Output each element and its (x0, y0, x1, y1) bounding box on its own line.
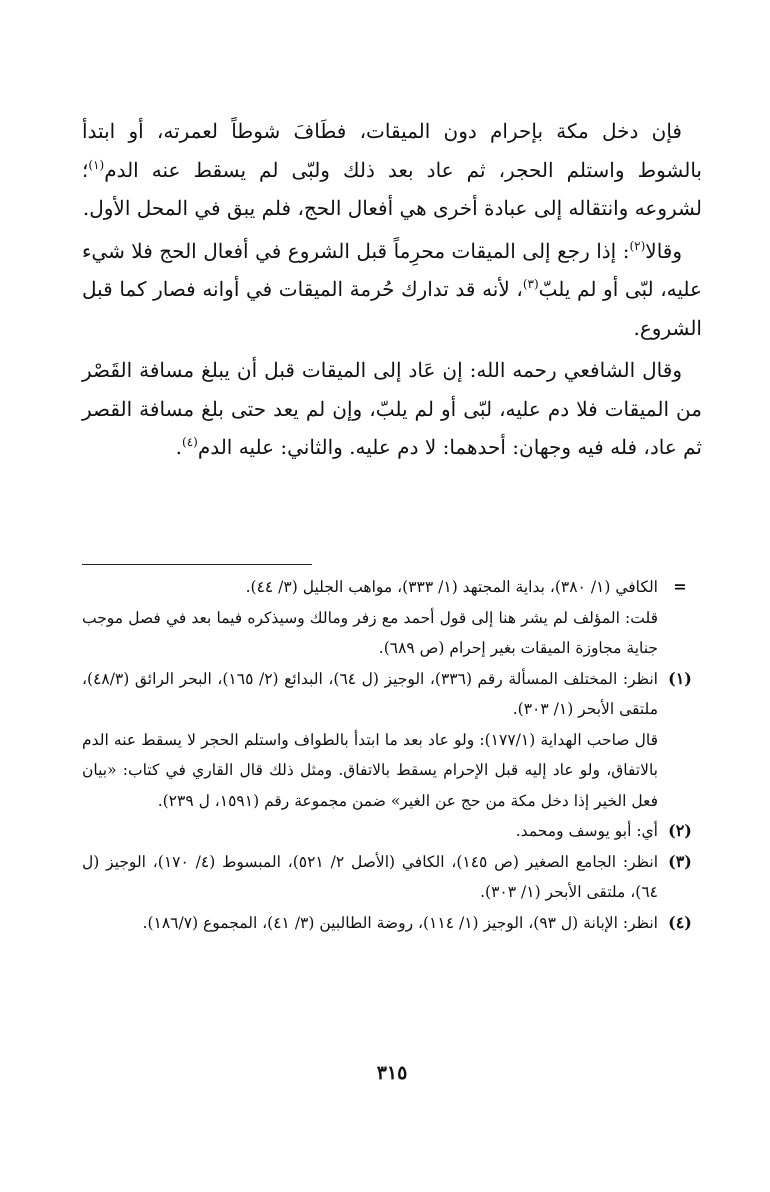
footnote-divider (82, 564, 312, 565)
paragraph-3 (82, 351, 702, 467)
footnote-body (82, 908, 658, 939)
footnote-mark: (٤) (668, 912, 692, 932)
footnote-mark: (٣) (668, 851, 692, 871)
paragraph-3-text: وقال الشافعي رحمه الله: إن عَاد إلى الميقات قبل أن يبلغ مسافة القَصْر من الميقات فلا دم عليه، لبّى أو لم يلبّ، وإن لم يعد حتى بلغ مسافة القصر ثم عاد، فله فيه وجهان: أحدهما: لا دم عليه. والثاني: عليه الدم (82, 358, 702, 459)
footnote-mark: (١) (668, 668, 692, 688)
paragraph-3-tail: . (175, 435, 182, 459)
footnote-mark: = (673, 577, 687, 596)
paragraph-2-lead: وقالا (645, 238, 682, 263)
footnote-3 (82, 847, 702, 908)
footnote-line: الكافي (١/ ٣٨٠)، بداية المجتهد (١/ ٣٣٣)، مواهب الجليل (٣/ ٤٤). (245, 578, 658, 596)
footnote-mark: (٢) (668, 821, 692, 840)
paragraph-2 (82, 232, 702, 348)
footnote-2 (82, 816, 702, 847)
paragraph-1-tail: ؛ لشروعه وانتقاله إلى عبادة أخرى هي أفعال الحج، فلم يبق في المحل الأول. (82, 157, 702, 220)
footnote-body (82, 816, 658, 847)
main-text (82, 112, 702, 467)
footnote-1 (82, 664, 702, 817)
footnote-ref-4[interactable]: (٤) (182, 435, 198, 449)
footnote-line: قال صاحب الهداية (١٧٧/١): ولو عاد بعد ما ابتدأ بالطواف واستلم الحجر لا يسقط عنه الدم بالاتفاق، ولو عاد إليه قبل الإحرام يسقط بالاتفاق. ومثل ذلك قال القاري في كتاب: «بيان فعل الخير إذا دخل مكة من حج عن الغير» ضمن مجموعة رقم (١٥٩١، ل ٢٣٩). (82, 730, 659, 810)
footnotes (82, 572, 702, 938)
footnote-body (82, 572, 658, 664)
paragraph-1-text: فإن دخل مكة بإحرام دون الميقات، فطَافَ شوطاً لعمرته، أو ابتدأ بالشوط واستلم الحجر، ثم عاد بعد ذلك ولبّى لم يسقط عنه الدم (82, 119, 702, 182)
paragraph-1 (82, 112, 702, 228)
footnote-4 (82, 908, 702, 939)
book-page (82, 112, 702, 1132)
footnote-body (82, 847, 658, 908)
footnote-line: انظر: المختلف المسألة رقم (٣٣٦)، الوجيز (ل ٦٤)، البدائع (٢/ ١٦٥)، البحر الرائق (٤٨/٣)، ملتقى الأبحر (١/ ٣٠٣). (82, 669, 658, 718)
paragraph-2-text-b: ، لأنه قد تدارك حُرمة الميقات في أوانه فصار كما قبل الشروع. (82, 277, 702, 340)
footnote-ref-2[interactable]: (٢) (629, 238, 646, 253)
footnote-line: انظر: الإبانة (ل ٩٣)، الوجيز (١/ ١١٤)، روضة الطالبين (٣/ ٤١)، المجموع (١٨٦/٧). (142, 913, 658, 932)
footnote-ref-3[interactable]: (٣) (522, 277, 539, 291)
paragraph-2-text-a: : إذا رجع إلى الميقات محرِماً قبل الشروع في أفعال الحج فلا شيء عليه، لبّى أو لم يلبّ (82, 238, 702, 301)
footnote-line: أي: أبو يوسف ومحمد. (515, 822, 658, 840)
footnote-continuation (82, 572, 702, 664)
footnote-ref-1[interactable]: (١) (88, 157, 105, 172)
footnote-line: انظر: الجامع الصغير (ص ١٤٥)، الكافي (الأصل ٢/ ٥٢١)، المبسوط (٤/ ١٧٠)، الوجيز (ل ٦٤)، ملتقى الأبحر (١/ ٣٠٣). (82, 852, 659, 901)
footnote-line: قلت: المؤلف لم يشر هنا إلى قول أحمد مع زفر ومالك وسيذكره فيما بعد في فصل موجب جناية مجاوزة الميقات بغير إحرام (ص ٦٨٩). (82, 608, 658, 657)
footnote-body (82, 664, 658, 817)
page-number: ٣١٥ (376, 1062, 408, 1084)
